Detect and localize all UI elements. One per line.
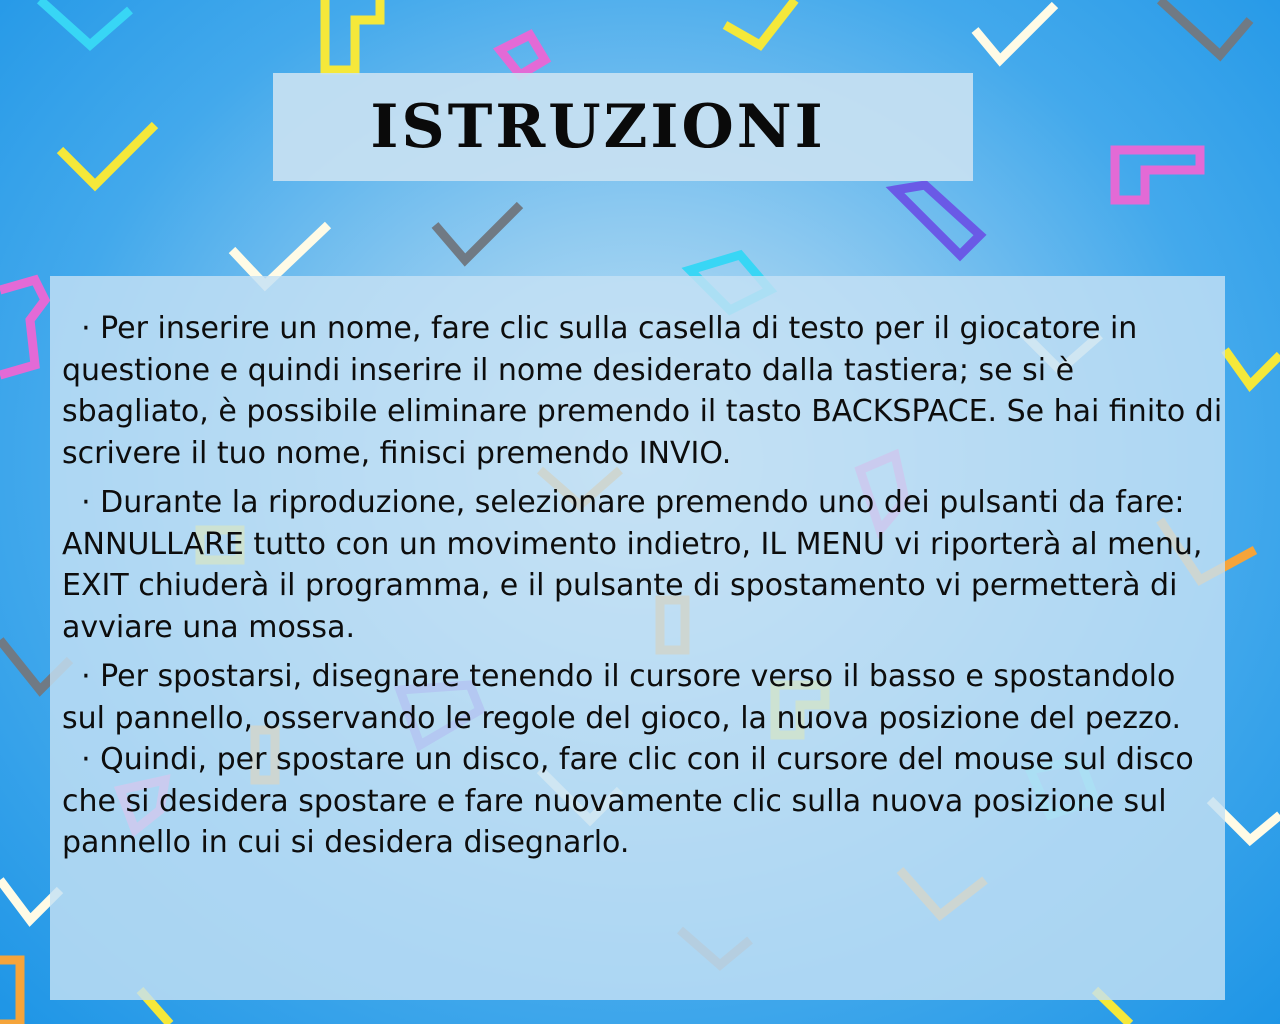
instruction-item-disc-move: · Quindi, per spostare un disco, fare clic con il cursore del mouse sul disco che si desidera spostare e fare nuovamente clic sulla nuova posizione sul pannello in cui si desidera disegnarlo.: [62, 742, 1204, 860]
checkmark-shape: [60, 125, 155, 185]
page-title: ISTRUZIONI: [370, 92, 826, 162]
instruction-item-playback: · Durante la riproduzione, selezionare premendo uno dei pulsanti da fare: ANNULLARE tutto con un movimento indietro, IL MENU vi riporterà al menu, EXIT chiuderà il programma, e il pulsante di spostamento vi permetterà di avviare una mossa.: [62, 485, 1212, 645]
checkmark-shape: [1160, 0, 1250, 55]
title-panel: [273, 73, 973, 181]
instructions-list: [62, 308, 1232, 872]
checkmark-shape: [725, 0, 795, 45]
l-shape: [0, 960, 20, 1024]
l-shape: [895, 185, 980, 255]
instruction-item-movement: · Per spostarsi, disegnare tenendo il cursore verso il basso e spostandolo sul pannello, osservando le regole del gioco, la nuova posizione del pezzo.: [62, 659, 1185, 736]
l-shape: [500, 35, 545, 75]
checkmark-shape: [975, 5, 1055, 60]
instruction-item-name-entry: · Per inserire un nome, fare clic sulla casella di testo per il giocatore in questione e quindi inserire il nome desiderato dalla tastiera; se si è sbagliato, è possibile eliminare premendo il tasto BACKSPACE. Se hai finito di scrivere il tuo nome, finisci premendo INVIO.: [62, 311, 1232, 471]
l-shape: [325, 0, 380, 70]
checkmark-shape: [1225, 350, 1280, 385]
checkmark-shape: [435, 205, 520, 260]
l-shape: [1115, 150, 1200, 200]
checkmark-shape: [40, 0, 130, 45]
l-shape: [0, 280, 45, 375]
